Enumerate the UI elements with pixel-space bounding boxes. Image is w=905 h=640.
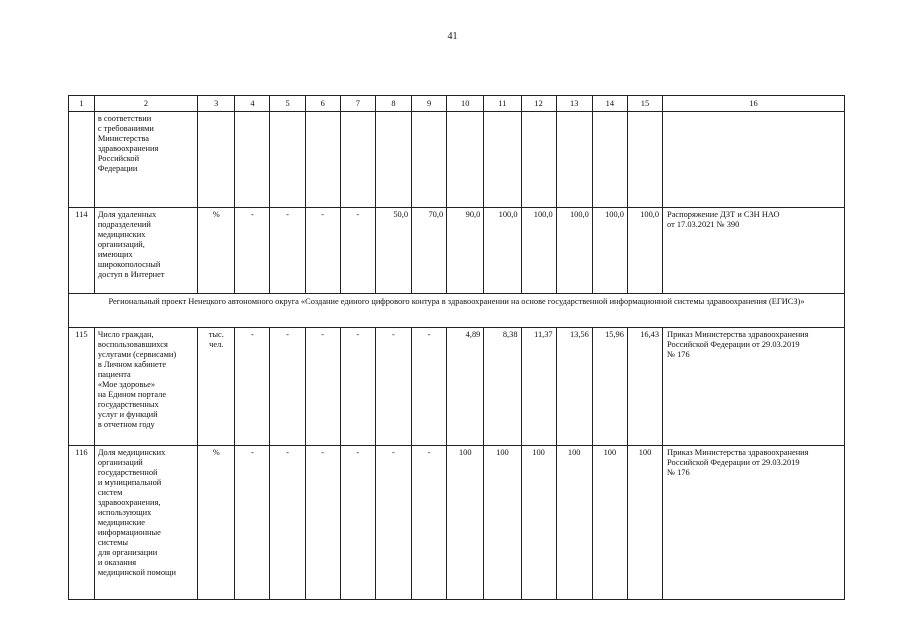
value-cell: - xyxy=(270,446,305,600)
source-cell xyxy=(663,112,845,208)
row-number-cell: 116 xyxy=(69,446,95,600)
source-cell: Приказ Министерства здравоохранения Российской Федерации от 29.03.2019 № 176 xyxy=(663,446,845,600)
value-cell: - xyxy=(340,446,375,600)
source-cell: Приказ Министерства здравоохранения Российской Федерации от 29.03.2019 № 176 xyxy=(663,328,845,446)
value-cell: - xyxy=(340,328,375,446)
table-row xyxy=(69,328,845,446)
value-cell: 70,0 xyxy=(412,208,447,294)
unit-cell: % xyxy=(198,208,235,294)
header-cell: 1 xyxy=(69,96,95,112)
indicators-table xyxy=(68,95,845,600)
value-cell: 100 xyxy=(447,446,484,600)
value-cell xyxy=(447,112,484,208)
value-cell: 100,0 xyxy=(556,208,592,294)
value-cell: - xyxy=(340,208,375,294)
value-cell: 100 xyxy=(592,446,627,600)
value-cell xyxy=(627,112,662,208)
value-cell: 100,0 xyxy=(521,208,556,294)
value-cell: - xyxy=(270,328,305,446)
value-cell: - xyxy=(412,328,447,446)
header-cell: 15 xyxy=(627,96,662,112)
page-number: 41 xyxy=(447,31,458,42)
value-cell: 8,38 xyxy=(484,328,521,446)
header-cell: 10 xyxy=(447,96,484,112)
header-cell: 3 xyxy=(198,96,235,112)
section-row xyxy=(69,294,845,328)
value-cell: - xyxy=(235,208,270,294)
value-cell: - xyxy=(305,446,340,600)
indicator-description: в соответствии с требованиями Министерства здравоохранения Российской Федерации xyxy=(94,112,197,208)
value-cell: 100 xyxy=(484,446,521,600)
header-cell: 16 xyxy=(663,96,845,112)
value-cell: 100 xyxy=(521,446,556,600)
value-cell: 100 xyxy=(627,446,662,600)
row-number-cell xyxy=(69,112,95,208)
continuation-row xyxy=(69,112,845,208)
value-cell: - xyxy=(375,328,411,446)
header-cell: 13 xyxy=(556,96,592,112)
table-row xyxy=(69,208,845,294)
indicator-description: Доля удаленных подразделений медицинских организаций, имеющих широкополосный доступ в Интернет xyxy=(94,208,197,294)
value-cell: - xyxy=(235,446,270,600)
value-cell xyxy=(484,112,521,208)
header-cell: 4 xyxy=(235,96,270,112)
indicator-description: Доля медицинских организаций государственной и муниципальной систем здравоохранения, использующих медицинские информационные системы для организации и оказания медицинской помощи xyxy=(94,446,197,600)
value-cell: - xyxy=(270,208,305,294)
row-number-cell: 114 xyxy=(69,208,95,294)
value-cell: 100 xyxy=(556,446,592,600)
value-cell: 90,0 xyxy=(447,208,484,294)
value-cell: - xyxy=(305,328,340,446)
value-cell xyxy=(521,112,556,208)
value-cell: 11,37 xyxy=(521,328,556,446)
row-number-cell: 115 xyxy=(69,328,95,446)
header-cell: 8 xyxy=(375,96,411,112)
header-cell: 12 xyxy=(521,96,556,112)
header-cell: 6 xyxy=(305,96,340,112)
value-cell xyxy=(556,112,592,208)
header-cell: 5 xyxy=(270,96,305,112)
value-cell xyxy=(375,112,411,208)
source-cell: Распоряжение ДЗТ и СЗН НАО от 17.03.2021 № 390 xyxy=(663,208,845,294)
value-cell: - xyxy=(235,328,270,446)
value-cell: - xyxy=(375,446,411,600)
value-cell: 15,96 xyxy=(592,328,627,446)
header-cell: 14 xyxy=(592,96,627,112)
value-cell: - xyxy=(305,208,340,294)
value-cell: 100,0 xyxy=(627,208,662,294)
value-cell: 16,43 xyxy=(627,328,662,446)
value-cell: 4,89 xyxy=(447,328,484,446)
value-cell xyxy=(305,112,340,208)
value-cell: 100,0 xyxy=(592,208,627,294)
value-cell: - xyxy=(412,446,447,600)
value-cell: 100,0 xyxy=(484,208,521,294)
header-cell: 2 xyxy=(94,96,197,112)
value-cell xyxy=(198,112,235,208)
table-row xyxy=(69,446,845,600)
value-cell: 50,0 xyxy=(375,208,411,294)
indicator-description: Число граждан, воспользовавшихся услугами (сервисами) в Личном кабинете пациента «Мое здоровье» на Едином портале государственных услуг и функций в отчетном году xyxy=(94,328,197,446)
value-cell: 13,56 xyxy=(556,328,592,446)
unit-cell: тыс. чел. xyxy=(198,328,235,446)
header-cell: 11 xyxy=(484,96,521,112)
value-cell xyxy=(592,112,627,208)
value-cell xyxy=(235,112,270,208)
unit-cell: % xyxy=(198,446,235,600)
header-row xyxy=(69,96,845,112)
value-cell xyxy=(340,112,375,208)
value-cell xyxy=(412,112,447,208)
value-cell xyxy=(270,112,305,208)
header-cell: 9 xyxy=(412,96,447,112)
section-title: Региональный проект Ненецкого автономного округа «Создание единого цифрового контура в здравоохранении на основе государственной информационной системы здравоохранения (ЕГИСЗ)» xyxy=(69,294,845,328)
header-cell: 7 xyxy=(340,96,375,112)
